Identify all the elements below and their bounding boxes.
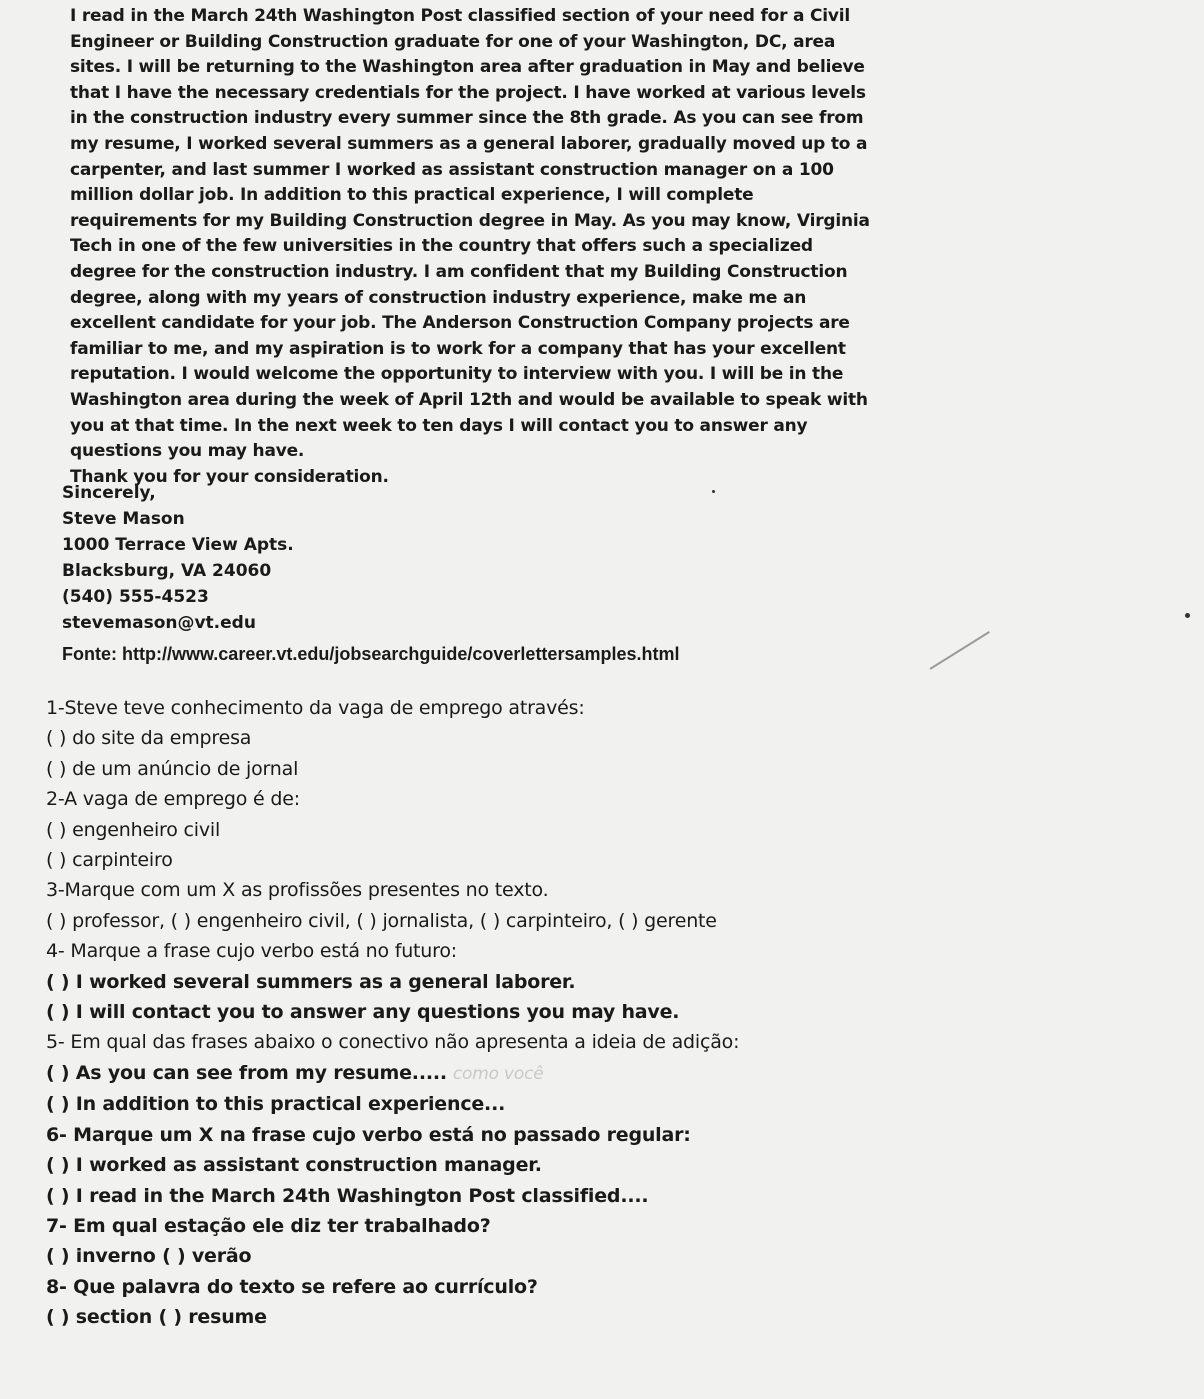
sender-name: Steve Mason [62, 509, 185, 529]
letter-thanks: Thank you for your consideration. [70, 466, 389, 487]
question-3: 3-Marque com um X as profissões presentes no texto. [46, 879, 549, 902]
q6-option-b[interactable]: ( ) I read in the March 24th Washington Post classified.... [46, 1184, 649, 1207]
letter-body: I read in the March 24th Washington Post classified section of your need for a Civil Engineer or Building Construction graduate for one of your Washington, DC, area sites. I will be returning to the Washington area after graduation in May and believe that I have the necessary credentials for the project. I have worked at various levels in the construction industry every summer since the 8th grade. As you can see from my resume, I worked several summers as a general laborer, gradually moved up to a carpenter, and last summer I worked as assistant construction manager on a 100 million dollar job. In addition to this practical experience, I will complete requirements for my Building Construction degree in May. As you may know, Virginia Tech in one of the few universities in the country that offers such a specialized degree for the construction industry. I am confident that my Building Construction degree, along with my years of construction industry experience, make me an excellent candidate for your job. The Anderson Construction Company projects are familiar to me, and my aspiration is to work for a company that has your excellent reputation. I would welcome the opportunity to interview with you. I will be in the Washington area during the week of April 12th and would be available to speak with you at that time. In the next week to ten days I will contact you to answer any questions you may have. [70, 6, 870, 462]
question-5: 5- Em qual das frases abaixo o conectivo não apresenta a ideia de adição: [46, 1031, 740, 1054]
q6-option-a[interactable]: ( ) I worked as assistant construction manager. [46, 1154, 542, 1177]
q1-option-b[interactable]: ( ) de um anúncio de jornal [46, 757, 299, 780]
source-citation: Fonte: http://www.career.vt.edu/jobsearchguide/coverlettersamples.html [62, 644, 680, 664]
q4-option-a[interactable]: ( ) I worked several summers as a general laborer. [46, 970, 576, 993]
closing: Sincerely, [62, 483, 156, 503]
q7-options[interactable]: ( ) inverno ( ) verão [46, 1245, 252, 1268]
question-4: 4- Marque a frase cujo verbo está no futuro: [46, 940, 457, 963]
q3-options[interactable]: ( ) professor, ( ) engenheiro civil, ( ) jornalista, ( ) carpinteiro, ( ) gerente [46, 909, 717, 932]
q4-option-b[interactable]: ( ) I will contact you to answer any questions you may have. [46, 1001, 680, 1024]
quiz-section [46, 693, 1156, 1333]
q2-option-b[interactable]: ( ) carpinteiro [46, 849, 173, 872]
signature-block [62, 480, 294, 636]
q2-option-a[interactable]: ( ) engenheiro civil [46, 818, 221, 841]
handwritten-note: como você [452, 1063, 544, 1084]
question-1: 1-Steve teve conhecimento da vaga de emprego através: [46, 697, 585, 719]
q5-option-a-text: ( ) As you can see from my resume..... [46, 1061, 447, 1084]
email: stevemason@vt.edu [62, 613, 256, 633]
q1-option-a[interactable]: ( ) do site da empresa [46, 727, 252, 750]
question-7: 7- Em qual estação ele diz ter trabalhado? [46, 1214, 491, 1237]
question-2: 2-A vaga de emprego é de: [46, 788, 300, 811]
address-line-2: Blacksburg, VA 24060 [62, 561, 272, 581]
pen-mark [929, 631, 989, 670]
q5-option-a[interactable] [46, 1058, 1156, 1089]
ink-dot [712, 490, 715, 493]
q5-option-b[interactable]: ( ) In addition to this practical experience... [46, 1093, 506, 1116]
ink-dot [1185, 613, 1190, 618]
cover-letter [70, 4, 870, 490]
address-line-1: 1000 Terrace View Apts. [62, 535, 294, 555]
phone: (540) 555-4523 [62, 587, 209, 607]
question-6: 6- Marque um X na frase cujo verbo está no passado regular: [46, 1123, 691, 1146]
q8-options[interactable]: ( ) section ( ) resume [46, 1306, 267, 1329]
question-8: 8- Que palavra do texto se refere ao currículo? [46, 1275, 538, 1298]
